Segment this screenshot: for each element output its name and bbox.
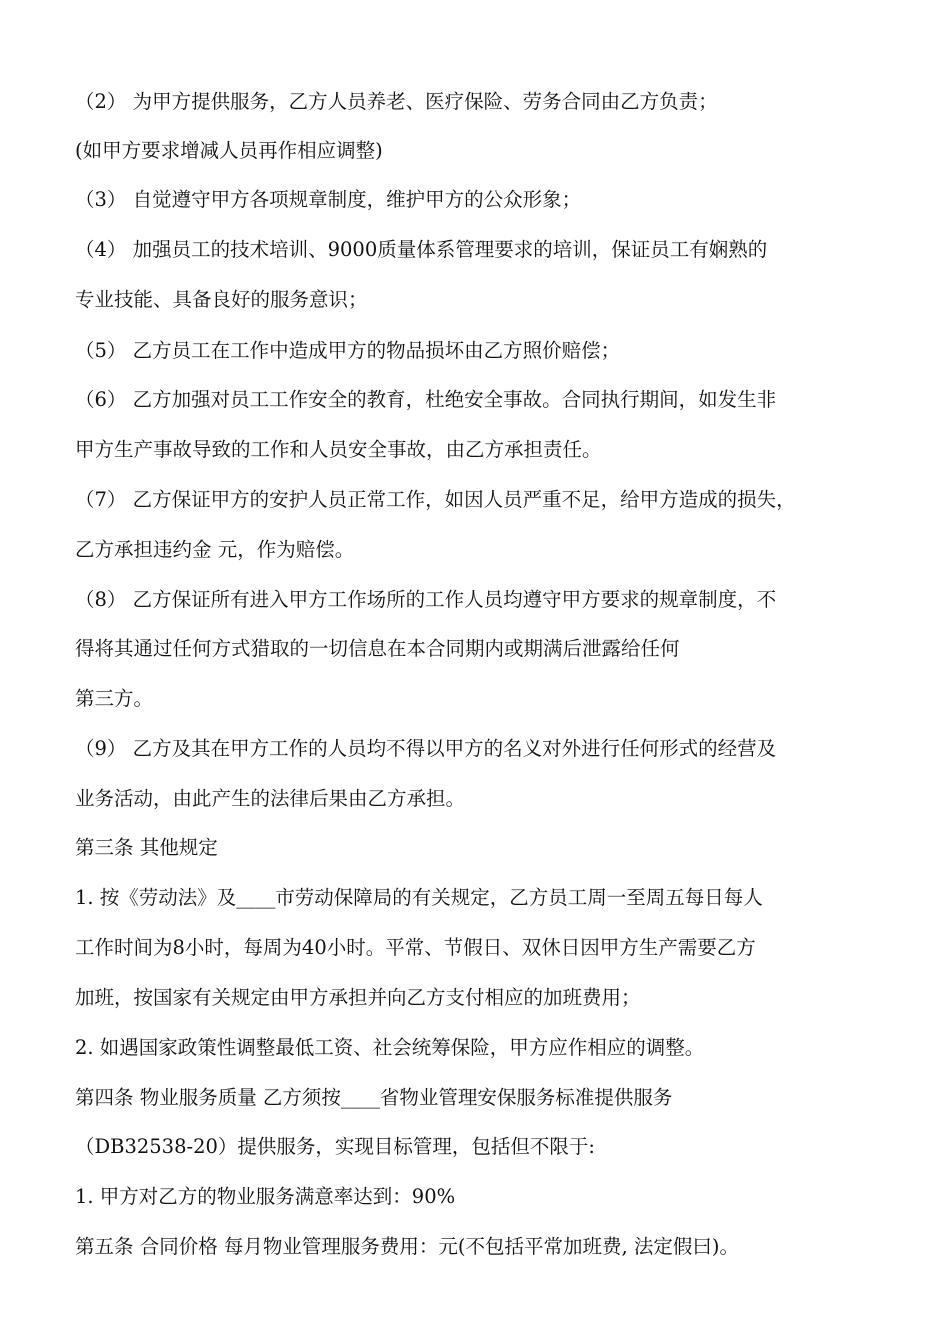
article-4-item-1: 1. 甲方对乙方的物业服务满意率达到：90% xyxy=(75,1185,456,1208)
clause-7-line-2: 乙方承担违约金 元，作为赔偿。 xyxy=(75,538,355,561)
clause-8-line-3: 第三方。 xyxy=(75,687,154,710)
clause-5-line-1: （5） 乙方员工在工作中造成甲方的物品损坏由乙方照价赔偿； xyxy=(75,339,621,362)
clause-4-line-1: （4） 加强员工的技术培训、9000质量体系管理要求的培训，保证员工有娴熟的 xyxy=(75,238,768,261)
clause-3-line-1: （3） 自觉遵守甲方各项规章制度，维护甲方的公众形象； xyxy=(75,188,582,211)
article-5-line-1: 第五条 合同价格 每月物业管理服务费用：元(不包括平常加班费, 法定假曰)。 xyxy=(75,1235,740,1258)
clause-8-line-1: （8） 乙方保证所有进入甲方工作场所的工作人员均遵守甲方要求的规章制度，不 xyxy=(75,588,777,611)
article-3-item-1-line-2: 工作时间为8小时，每周为40小时。平常、节假日、双休日因甲方生产需要乙方 xyxy=(75,936,756,959)
clause-8-line-2: 得将其通过任何方式猎取的一切信息在本合同期内或期满后泄露给任何 xyxy=(75,637,680,660)
article-3-item-2: 2. 如遇国家政策性调整最低工资、社会统筹保险，甲方应作相应的调整。 xyxy=(75,1036,705,1059)
article-3-item-1-line-1: 1. 按《劳动法》及____市劳动保障局的有关规定，乙方员工周一至周五每日每人 xyxy=(75,886,763,909)
clause-9-line-2: 业务活动，由此产生的法律后果由乙方承担。 xyxy=(75,787,466,810)
article-3-heading: 第三条 其他规定 xyxy=(75,836,218,859)
clause-4-line-2: 专业技能、具备良好的服务意识； xyxy=(75,288,368,311)
article-4-line-2: （DB32538-20）提供服务，实现目标管理，包括但不限于: xyxy=(75,1135,595,1158)
clause-6-line-1: （6） 乙方加强对员工工作安全的教育，杜绝安全事故。合同执行期间，如发生非 xyxy=(75,388,777,411)
clause-7-line-1: （7） 乙方保证甲方的安护人员正常工作，如因人员严重不足，给甲方造成的损失， xyxy=(75,488,796,511)
clause-2-line-1: （2） 为甲方提供服务，乙方人员养老、医疗保险、劳务合同由乙方负责； xyxy=(75,90,718,113)
article-3-item-1-line-3: 加班，按国家有关规定由甲方承担并向乙方支付相应的加班费用； xyxy=(75,986,641,1009)
clause-9-line-1: （9） 乙方及其在甲方工作的人员均不得以甲方的名义对外进行任何形式的经营及 xyxy=(75,737,777,760)
clause-6-line-2: 甲方生产事故导致的工作和人员安全事故，由乙方承担责任。 xyxy=(75,438,602,461)
article-4-line-1: 第四条 物业服务质量 乙方须按____省物业管理安保服务标准提供服务 xyxy=(75,1086,673,1109)
clause-2-line-2: (如甲方要求增减人员再作相应调整) xyxy=(75,139,383,162)
